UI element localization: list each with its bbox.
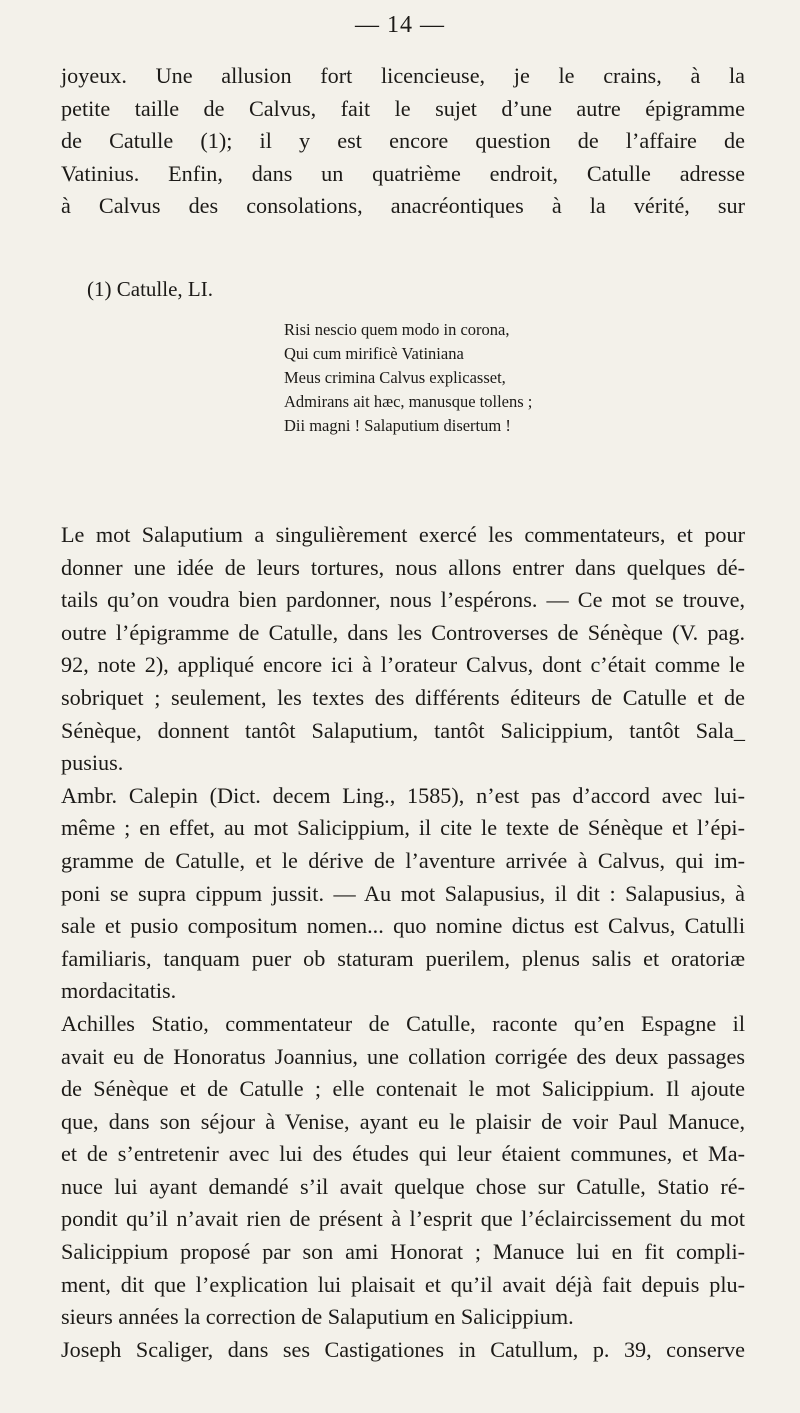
verse-line: Qui cum mirificè Vatiniana (284, 344, 464, 363)
text-line: mordacitatis. (61, 978, 177, 1004)
text-line: Ambr. Calepin (Dict. decem Ling., 1585), n’est pas d’accord avec lui- (61, 782, 745, 808)
text-line: Sénèque, donnent tantôt Salaputium, tantôt Salicippium, tantôt Sala_ (61, 717, 745, 743)
verse-line: Risi nescio quem modo in corona, (284, 320, 510, 339)
verse-line: Admirans ait hæc, manusque tollens ; (284, 392, 533, 411)
page-number: — 14 — (355, 12, 445, 38)
text-line: Achilles Statio, commentateur de Catulle, raconte qu’en Espagne il (61, 1010, 745, 1036)
text-line: joyeux. Une allusion fort licencieuse, je le crains, à la (61, 63, 745, 88)
text-line: pondit qu’il n’avait rien de présent à l’esprit que l’éclaircissement du mot (61, 1206, 745, 1232)
footnote-reference: (1) Catulle, LI. (87, 277, 213, 301)
text-line: tails qu’on voudra bien pardonner, nous l’espérons. — Ce mot se trouve, (61, 587, 745, 613)
intro-paragraph (61, 60, 745, 223)
text-line: pusius. (61, 750, 124, 776)
text-line: de Sénèque et de Catulle ; elle contenait le mot Salicippium. Il ajoute (61, 1076, 745, 1102)
text-line: 92, note 2), appliqué encore ici à l’orateur Calvus, dont c’était comme le (61, 652, 745, 678)
text-line: sieurs années la correction de Salaputium en Salicippium. (61, 1304, 574, 1330)
text-line: et de s’entretenir avec lui des études qui leur étaient communes, et Ma- (61, 1141, 745, 1167)
text-line: à Calvus des consolations, anacréontiques à la vérité, sur (61, 193, 745, 219)
text-line: poni se supra cippum jussit. — Au mot Salapusius, il dit : Salapusius, à (61, 880, 745, 906)
text-line: sobriquet ; seulement, les textes des différents éditeurs de Catulle et de (61, 684, 745, 710)
text-line: ment, dit que l’explication lui plaisait et qu’il avait déjà fait depuis plu- (61, 1271, 745, 1297)
text-line: Salicippium proposé par son ami Honorat ; Manuce lui en fit compli- (61, 1239, 745, 1265)
text-line: Le mot Salaputium a singulièrement exercé les commentateurs, et pour (61, 522, 745, 547)
text-line: sale et pusio compositum nomen... quo nomine dictus est Calvus, Catulli (61, 913, 745, 939)
text-line: donner une idée de leurs tortures, nous allons entrer dans quelques dé- (61, 554, 745, 580)
text-line: Vatinius. Enfin, dans un quatrième endroit, Catulle adresse (61, 160, 745, 186)
text-line: gramme de Catulle, et le dérive de l’aventure arrivée à Calvus, qui im- (61, 847, 745, 873)
text-line: nuce lui ayant demandé s’il avait quelque chose sur Catulle, Statio ré- (61, 1173, 745, 1199)
text-line: petite taille de Calvus, fait le sujet d’une autre épigramme (61, 95, 745, 121)
commentary-body (61, 519, 745, 1366)
text-line: Joseph Scaliger, dans ses Castigationes in Catullum, p. 39, conserve (61, 1336, 745, 1362)
text-line: de Catulle (1); il y est encore question de l’affaire de (61, 128, 745, 154)
text-line: même ; en effet, au mot Salicippium, il cite le texte de Sénèque et l’épi- (61, 815, 745, 841)
verse-quotation (284, 318, 532, 438)
verse-line: Meus crimina Calvus explicasset, (284, 368, 506, 387)
verse-line: Dii magni ! Salaputium disertum ! (284, 416, 511, 435)
text-line: que, dans son séjour à Venise, ayant eu le plaisir de voir Paul Manuce, (61, 1108, 745, 1134)
text-line: outre l’épigramme de Catulle, dans les Controverses de Sénèque (V. pag. (61, 619, 745, 645)
text-line: avait eu de Honoratus Joannius, une collation corrigée des deux passages (61, 1043, 745, 1069)
text-line: familiaris, tanquam puer ob staturam puerilem, plenus salis et oratoriæ (61, 945, 745, 971)
